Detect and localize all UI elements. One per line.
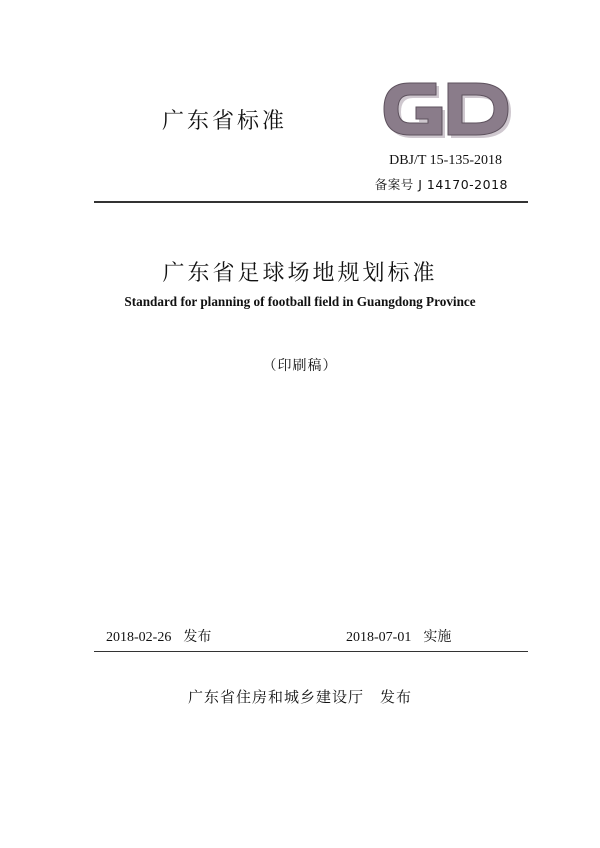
standard-category-title: 广东省标准: [162, 109, 288, 134]
standard-code: DBJ/T 15-135-2018: [389, 153, 502, 168]
implement-label: 实施: [423, 629, 452, 645]
issuer-line: [0, 686, 600, 707]
implement-date: 2018-07-01: [346, 630, 412, 645]
implement-date-line: [346, 626, 451, 646]
record-number: 备案号 J 14170-2018: [374, 177, 508, 192]
issuer-name: 广东省住房和城乡建设厅: [187, 688, 364, 706]
publish-label: 发布: [183, 629, 212, 645]
document-title: 广东省足球场地规划标准: [162, 261, 438, 286]
top-divider: [94, 201, 528, 203]
bottom-divider: [94, 651, 528, 652]
publish-date-line: [106, 626, 211, 646]
issuer-label: 发布: [380, 688, 413, 706]
publish-date: 2018-02-26: [106, 630, 172, 645]
gd-logo: [376, 73, 516, 145]
draft-note: （印刷稿）: [262, 358, 338, 374]
document-title-english: Standard for planning of football field in Guangdong Province: [124, 294, 476, 309]
